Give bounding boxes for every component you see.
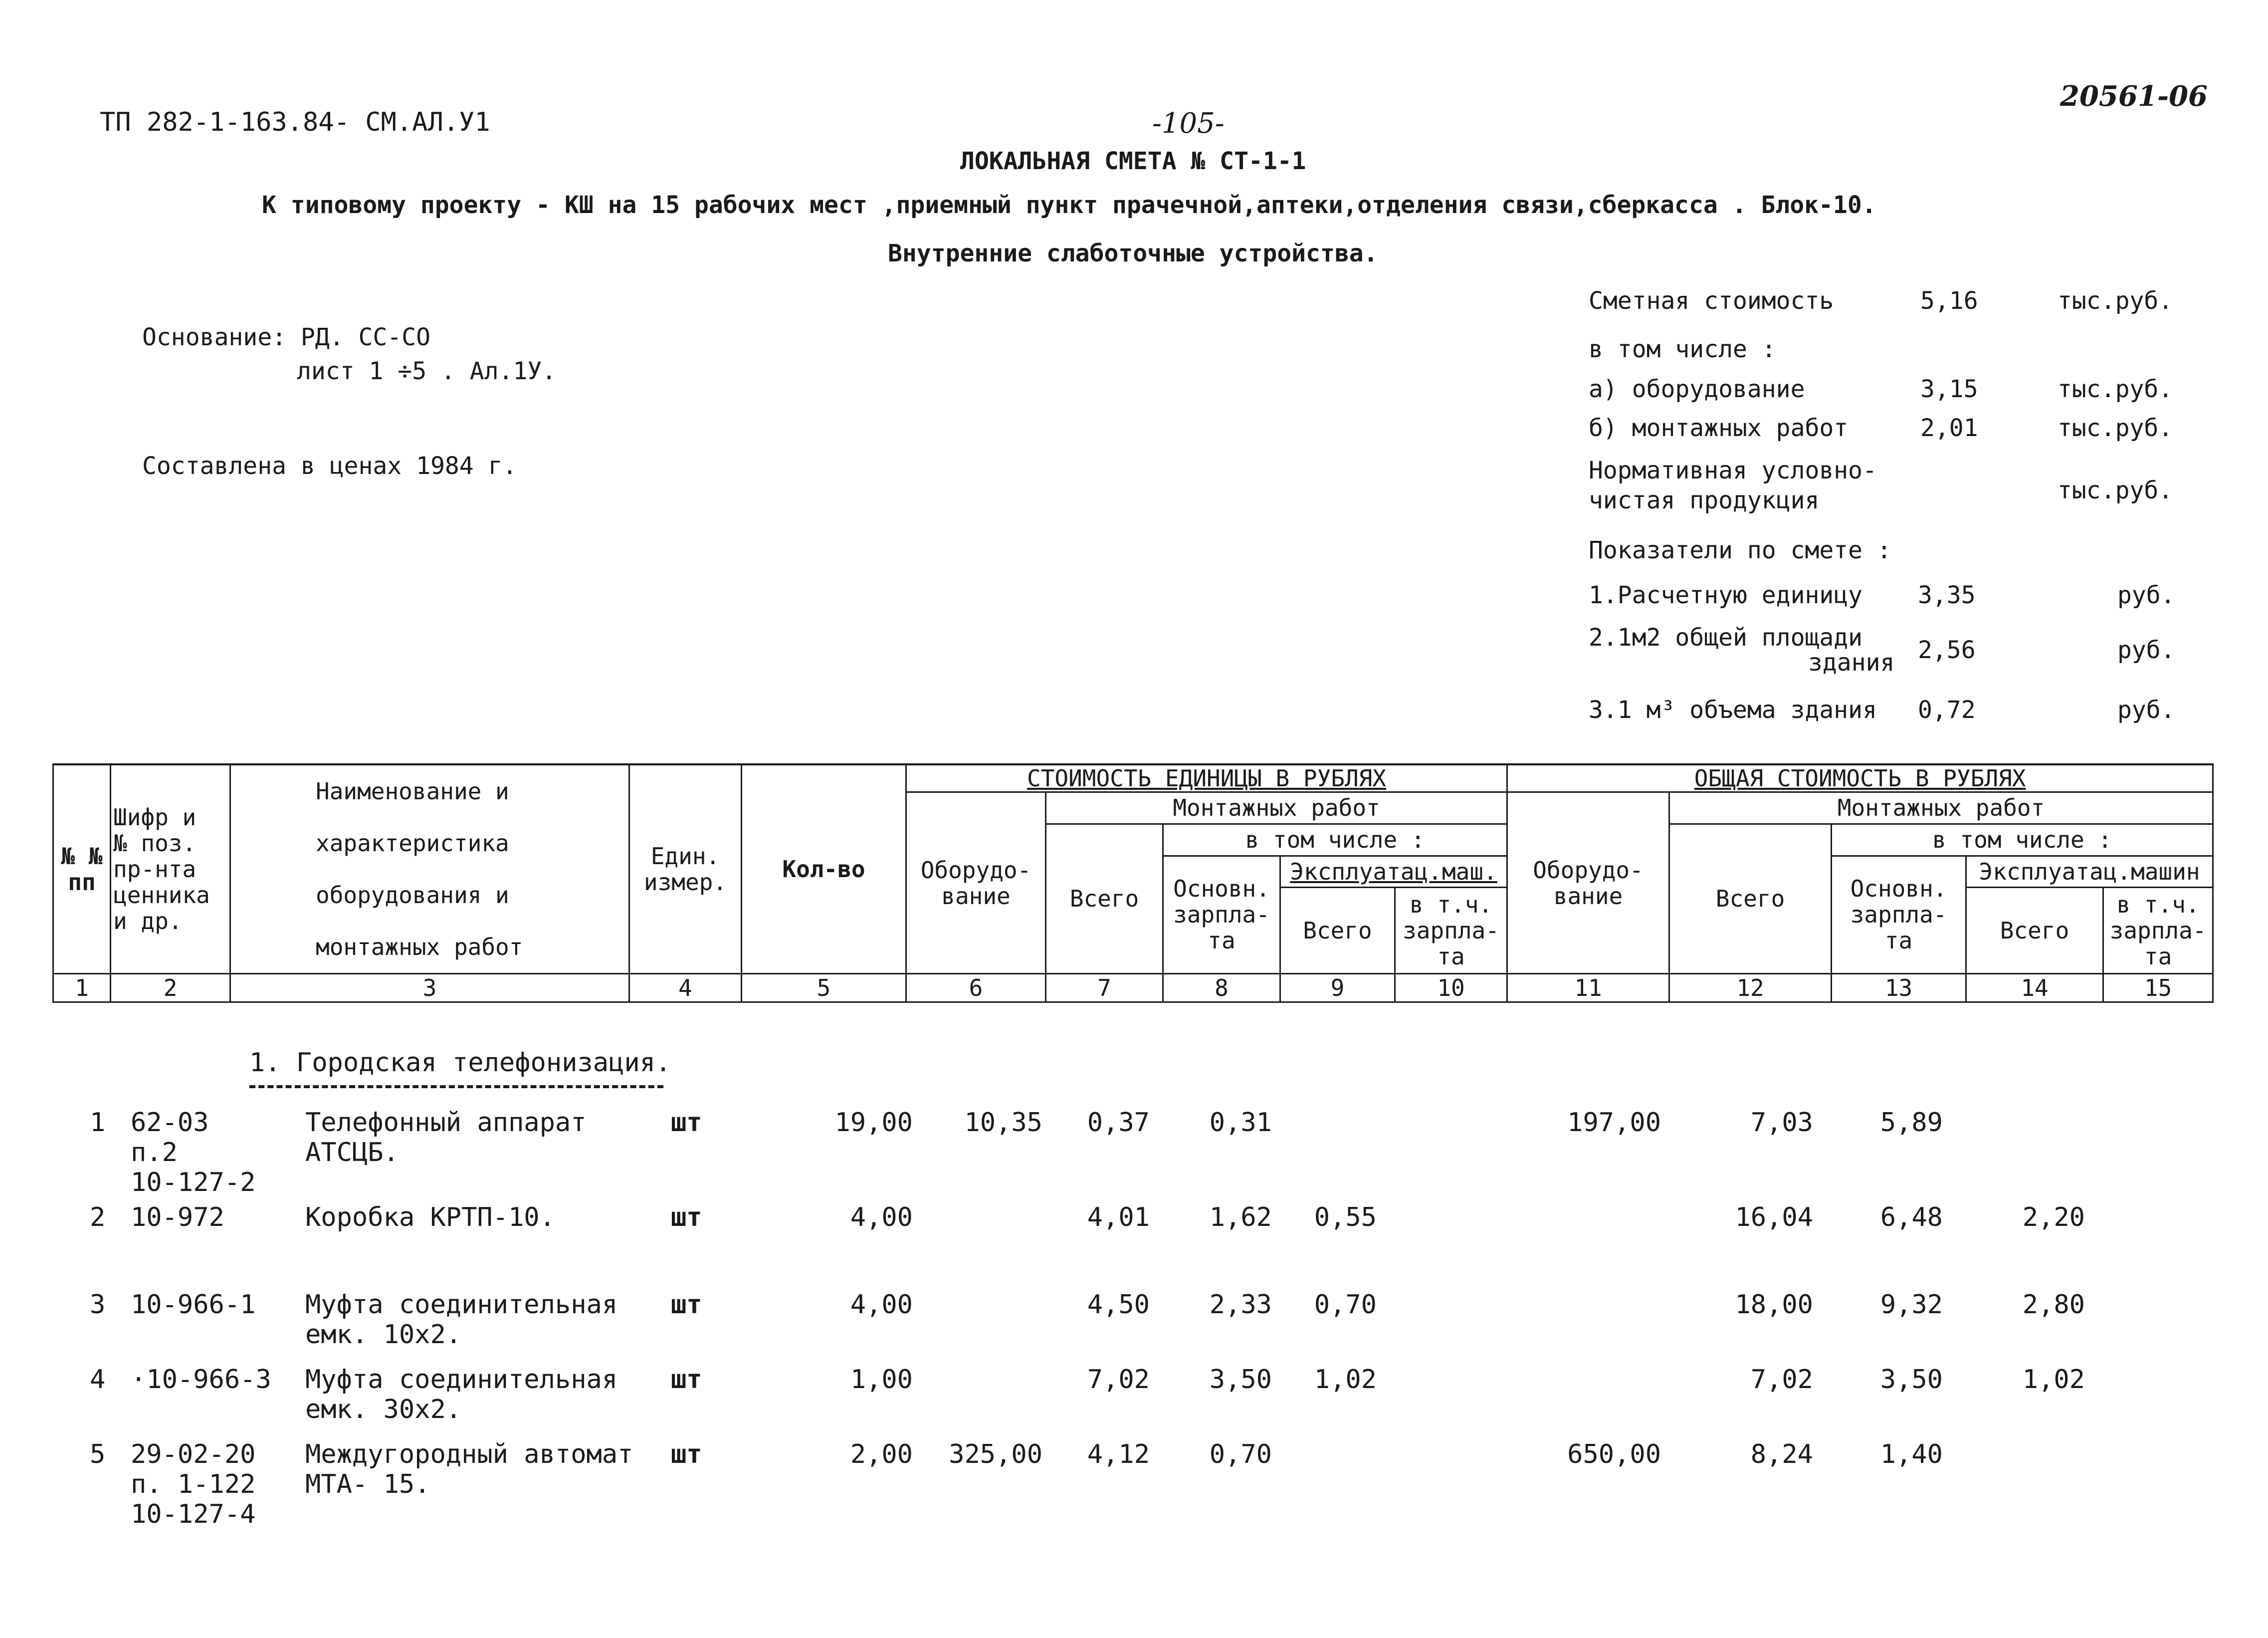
header-line: зарпла- [1403,917,1499,944]
header-line: вание [941,882,1011,910]
unit-operation-wage-header [1395,888,1507,974]
row-code: 10-127-2 [131,1168,256,1197]
row-qty: 1,00 [850,1365,913,1395]
header-line: монтажных работ [316,934,523,960]
header-line: пр-нта [113,856,197,883]
row-number: 2 [90,1202,106,1232]
row-t-total: 7,03 [1750,1108,1813,1138]
col-number: 14 [1966,974,2103,1002]
row-t-equip: 650,00 [1567,1439,1661,1469]
row-unit: шт [671,1108,702,1138]
header-line: зарпла- [1173,901,1270,929]
row-unit: шт [671,1290,702,1320]
summary-value: 0,72 [1918,696,1976,724]
header-line: и др. [113,908,183,935]
summary-unit: руб. [2117,636,2175,664]
summary-unit: руб. [2117,696,2175,724]
header-line: вание [1553,882,1623,910]
document-code: ТП 282-1-163.84- СМ.АЛ.У1 [100,107,490,137]
col-number: 2 [111,974,230,1002]
project-line: К типовому проекту - КШ на 15 рабочих мест ,приемный пункт прачечной,аптеки,отделения связи,сберкасса . Блок-10. [262,191,1876,219]
col-number: 8 [1163,974,1280,1002]
summary-unit: тыс.руб. [2058,476,2173,504]
row-t-wage: 1,40 [1880,1439,1943,1469]
section-underline [249,1085,663,1088]
summary-label: в том числе : [1589,335,1776,363]
header-line: та [2144,943,2172,970]
row-name: Телефонный аппарат [305,1108,587,1138]
row-code: п. 1-122 [131,1469,256,1499]
header-line: Шифр и [113,804,197,831]
header-line: зарпла- [1850,901,1947,929]
row-total: 0,37 [1087,1108,1150,1138]
row-qty: 19,00 [834,1108,913,1138]
row-code: 29-02-20 [131,1439,256,1469]
total-operation-total-header: Всего [1966,888,2103,974]
unit-base-wage-header [1163,856,1280,974]
row-number: 4 [90,1365,106,1395]
header-line: Основн. [1173,875,1270,903]
row-t-total: 8,24 [1750,1439,1813,1469]
col-number: 9 [1280,974,1395,1002]
row-name: емк. 10х2. [305,1320,462,1350]
row-name: МТА- 15. [305,1469,430,1499]
col-number: 3 [230,974,629,1002]
col-name-header [230,764,629,974]
estimate-title: ЛОКАЛЬНАЯ СМЕТА № СТ-1-1 [960,147,1306,175]
col-number: 5 [742,974,906,1002]
row-qty: 4,00 [850,1202,913,1232]
col-code-header [111,764,230,974]
row-name: емк. 30х2. [305,1395,462,1424]
col-number: 6 [906,974,1046,1002]
unit-operation-header: Эксплуатац.маш. [1280,856,1507,888]
row-total: 4,12 [1087,1439,1150,1469]
summary-value: 5,16 [1920,287,1978,315]
col-number: 13 [1832,974,1966,1002]
unit-cost-header: СТОИМОСТЬ ЕДИНИЦЫ В РУБЛЯХ [906,764,1507,792]
row-t-op: 2,20 [2022,1202,2085,1232]
row-t-wage: 9,32 [1880,1290,1943,1320]
header-line: № поз. [113,830,197,857]
header-line: та [1884,927,1913,954]
col-number: 1 [53,974,111,1002]
total-cost-header: ОБЩАЯ СТОИМОСТЬ В РУБЛЯХ [1507,764,2213,792]
row-code: 62-03 [131,1108,209,1138]
row-op: 0,70 [1314,1290,1377,1320]
row-wage: 0,70 [1209,1439,1272,1469]
archive-number: 20561-06 [2060,80,2208,113]
col-unit-header [629,764,742,974]
summary-unit: тыс.руб. [2058,287,2173,315]
unit-mount-header: Монтажных работ [1046,792,1507,824]
summary-label: а) оборудование [1589,375,1805,403]
section-heading: 1. Городская телефонизация. [249,1048,671,1078]
header-line: оборудования и [316,882,509,909]
col-number: 15 [2103,974,2213,1002]
header-line: Оборудо- [920,856,1031,884]
row-wage: 3,50 [1209,1365,1272,1395]
col-qty-header: Кол-во [742,764,906,974]
summary-label: Нормативная условно- [1589,457,1877,484]
row-t-op: 2,80 [2022,1290,2085,1320]
header-line: та [1437,943,1465,970]
row-t-total: 7,02 [1750,1365,1813,1395]
unit-operation-total-header: Всего [1280,888,1395,974]
row-unit: шт [671,1439,702,1469]
summary-label: Показатели по смете : [1589,536,1891,564]
row-total: 7,02 [1087,1365,1150,1395]
col-row-number-header: № № пп [53,764,111,974]
header-line: Основн. [1850,875,1947,903]
page-mark: -105- [1152,107,1225,140]
summary-value: 2,01 [1920,414,1978,442]
row-name: Муфта соединительная [305,1290,618,1320]
row-total: 4,50 [1087,1290,1150,1320]
summary-value: 3,35 [1918,581,1976,609]
basis-label: Основание: РД. СС-СО [142,323,430,351]
row-t-wage: 5,89 [1880,1108,1943,1138]
row-name: Коробка КРТП-10. [305,1202,555,1232]
row-name: Муфта соединительная [305,1365,618,1395]
row-t-op: 1,02 [2022,1365,2085,1395]
row-equip: 325,00 [949,1439,1042,1469]
row-code: 10-127-4 [131,1499,256,1529]
row-code: 10-966-1 [131,1290,256,1320]
summary-unit: тыс.руб. [2058,375,2173,403]
col-number: 7 [1046,974,1163,1002]
row-name: АТСЦБ. [305,1138,399,1168]
header-line: Оборудо- [1533,856,1644,884]
header-line: ценника [113,882,210,909]
summary-label: 2.1м2 общей площади [1589,624,1863,652]
summary-unit: тыс.руб. [2058,414,2173,442]
row-code: ·10-966-3 [131,1365,271,1395]
summary-label: 3.1 м³ объема здания [1589,696,1877,724]
header-line: зарпла- [2109,917,2207,944]
row-qty: 2,00 [850,1439,913,1469]
total-equipment-header [1507,792,1669,974]
price-basis: Составлена в ценах 1984 г. [142,452,517,480]
header-line: Наименование и [316,778,509,805]
header-line: та [1208,927,1236,954]
total-operation-wage-header [2103,888,2213,974]
header-line: измер. [643,869,727,896]
total-incl-header: в том числе : [1832,824,2213,856]
unit-mount-total-header: Всего [1046,824,1163,973]
row-name: Междугородный автомат [305,1439,633,1469]
estimate-table-header [52,763,2212,1040]
row-qty: 4,00 [850,1290,913,1320]
total-base-wage-header [1832,856,1966,974]
row-number: 3 [90,1290,106,1320]
summary-value: 3,15 [1920,375,1978,403]
row-wage: 2,33 [1209,1290,1272,1320]
summary-label: Сметная стоимость [1589,287,1834,315]
unit-incl-header: в том числе : [1163,824,1507,856]
col-number: 4 [629,974,742,1002]
row-wage: 1,62 [1209,1202,1272,1232]
row-unit: шт [671,1202,702,1232]
header-line: в т.ч. [2116,891,2200,919]
summary-label: здания [1808,649,1895,677]
unit-equipment-header [906,792,1046,974]
row-t-wage: 6,48 [1880,1202,1943,1232]
estimate-subtitle: Внутренние слаботочные устройства. [888,239,1378,267]
total-operation-header: Эксплуатац.машин [1966,856,2213,888]
row-code: п.2 [131,1138,178,1168]
row-code: 10-972 [131,1202,224,1232]
col-number: 10 [1395,974,1507,1002]
col-number: 11 [1507,974,1669,1002]
row-t-wage: 3,50 [1880,1365,1943,1395]
row-t-total: 18,00 [1735,1290,1813,1320]
col-number: 12 [1669,974,1832,1002]
summary-label: б) монтажных работ [1589,414,1849,442]
summary-label: чистая продукция [1589,486,1820,514]
summary-value: 2,56 [1918,636,1976,664]
total-mount-total-header: Всего [1669,824,1832,973]
total-mount-header: Монтажных работ [1669,792,2213,824]
row-op: 1,02 [1314,1365,1377,1395]
row-equip: 10,35 [964,1108,1042,1138]
row-total: 4,01 [1087,1202,1150,1232]
row-number: 1 [90,1108,106,1138]
row-op: 0,55 [1314,1202,1377,1232]
row-unit: шт [671,1365,702,1395]
summary-unit: руб. [2117,581,2175,609]
row-wage: 0,31 [1209,1108,1272,1138]
row-number: 5 [90,1439,106,1469]
header-line: Един. [650,843,720,870]
header-line: в т.ч. [1409,891,1493,919]
basis-sheet: лист 1 ÷5 . Ал.1У. [297,357,557,385]
header-line: характеристика [316,830,509,857]
summary-label: 1.Расчетную единицу [1589,581,1863,609]
row-t-equip: 197,00 [1567,1108,1661,1138]
row-t-total: 16,04 [1735,1202,1813,1232]
